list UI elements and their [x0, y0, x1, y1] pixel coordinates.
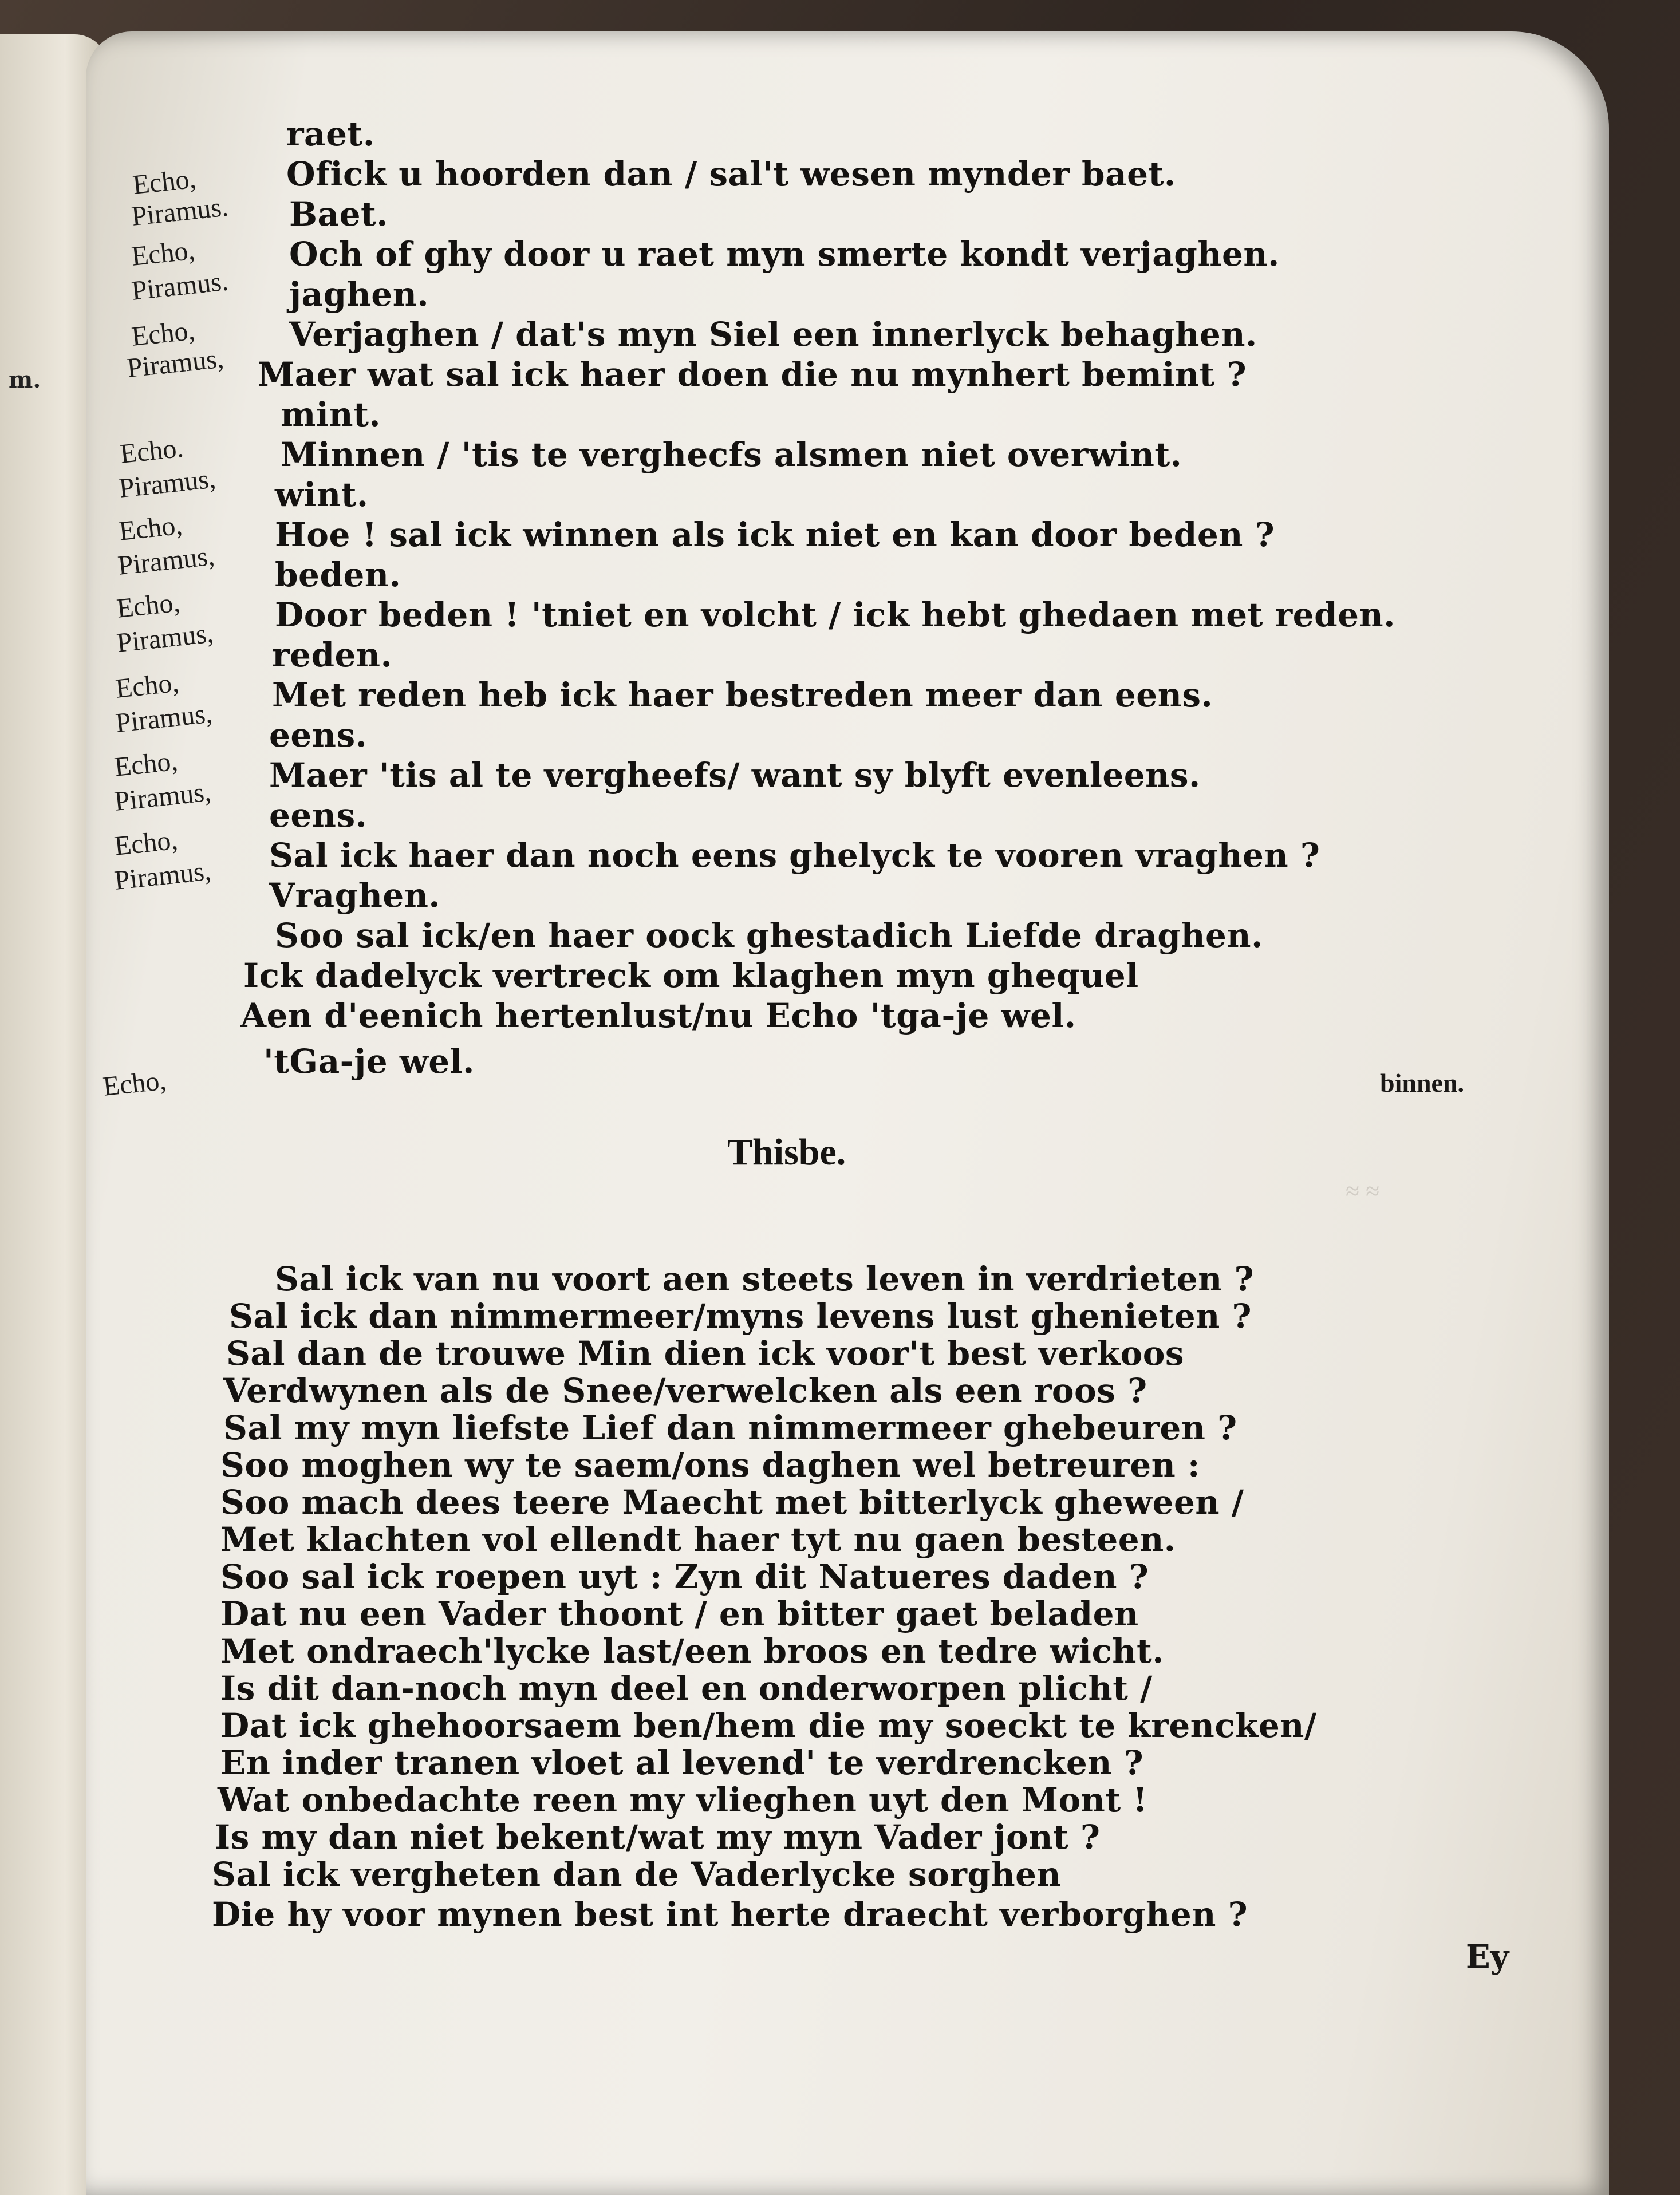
verse-line: Sal ick dan nimmermeer/myns levens lust ghenieten ?: [229, 1297, 1252, 1336]
verse-line: Ofick u hoorden dan / sal't wesen mynder baet.: [286, 155, 1176, 194]
verse-line: Hoe ! sal ick winnen als ick niet en kan door beden ?: [275, 515, 1275, 554]
verse-line: eens.: [269, 716, 368, 755]
verse-line: Och of ghy door u raet myn smerte kondt verjaghen.: [289, 235, 1280, 274]
verse-line: Soo sal ick/en haer oock ghestadich Liefde draghen.: [275, 916, 1263, 955]
verse-line: Wat onbedachte reen my vlieghen uyt den Mont !: [218, 1781, 1148, 1819]
verse-line: Met klachten vol ellendt haer tyt nu gaen besteen.: [220, 1520, 1176, 1559]
speaker-label: Echo,: [113, 745, 179, 783]
verse-line: Verjaghen / dat's myn Siel een innerlyck behaghen.: [289, 315, 1257, 354]
catchword: Ey: [1466, 1938, 1509, 1976]
verse-line: 'tGa-je wel.: [263, 1042, 475, 1081]
verse-line: jaghen.: [289, 275, 429, 314]
speaker-label: Piramus,: [117, 463, 218, 504]
verse-line: En inder tranen vloet al levend' te verdrencken ?: [220, 1743, 1144, 1782]
verse-line: Met reden heb ick haer bestreden meer dan eens.: [272, 676, 1213, 714]
verse-line: mint.: [281, 395, 381, 434]
verse-line: Met ondraech'lycke last/een broos en tedre wicht.: [220, 1632, 1164, 1671]
book-page: [86, 31, 1609, 2195]
left-page-fragment: m.: [9, 366, 41, 393]
verse-line: Minnen / 'tis te verghecfs alsmen niet overwint.: [281, 435, 1182, 474]
speaker-label: Echo,: [130, 315, 196, 352]
verse-line: Is dit dan-noch myn deel en onderworpen plicht /: [220, 1669, 1153, 1708]
speaker-label: Piramus,: [125, 343, 226, 384]
speaker-label: Echo,: [130, 235, 196, 272]
verse-line: Soo sal ick roepen uyt : Zyn dit Natueres daden ?: [220, 1557, 1149, 1596]
verse-line: Maer 'tis al te vergheefs/ want sy blyft evenleens.: [269, 756, 1201, 795]
verse-line: Sal ick haer dan noch eens ghelyck te vooren vraghen ?: [269, 836, 1320, 875]
verse-line: Verdwynen als de Snee/verwelcken als een roos ?: [223, 1371, 1147, 1410]
stage-direction: binnen.: [1380, 1068, 1465, 1098]
verse-line: Soo moghen wy te saem/ons daghen wel betreuren :: [220, 1446, 1200, 1485]
verse-line: raet.: [286, 115, 375, 153]
verse-line: Door beden ! 'tniet en volcht / ick hebt ghedaen met reden.: [275, 595, 1395, 634]
verse-line: Maer wat sal ick haer doen die nu mynhert bemint ?: [258, 355, 1247, 394]
speaker-label: Echo,: [115, 587, 182, 624]
verse-line: Sal ick vergheten dan de Vaderlycke sorghen: [212, 1855, 1062, 1894]
speaker-label: Piramus,: [116, 540, 216, 581]
verse-line: Die hy voor mynen best int herte draecht verborghen ?: [212, 1895, 1248, 1934]
verse-line: beden.: [275, 555, 401, 594]
verse-line: Sal ick van nu voort aen steets leven in verdrieten ?: [275, 1260, 1254, 1298]
verse-line: Dat ick ghehoorsaem ben/hem die my soeckt te krencken/: [220, 1706, 1317, 1745]
verse-line: wint.: [275, 475, 369, 514]
speaker-label: Piramus,: [114, 698, 214, 739]
verse-line: eens.: [269, 796, 368, 835]
speaker-label: Echo,: [113, 824, 179, 862]
verse-line: Dat nu een Vader thoont / en bitter gaet beladen: [220, 1594, 1139, 1633]
show-through-text: ≈ ≈: [1346, 1177, 1380, 1205]
verse-line: Soo mach dees teere Maecht met bitterlyck gheween /: [220, 1483, 1244, 1522]
speaker-label: Echo.: [119, 432, 185, 469]
speaker-label: Echo,: [114, 667, 180, 704]
speaker-label: Piramus.: [130, 266, 230, 306]
speaker-label: Echo,: [131, 163, 198, 200]
verse-line: Is my dan niet bekent/wat my myn Vader jont ?: [215, 1818, 1101, 1857]
speaker-label: Piramus,: [113, 855, 213, 896]
speaker-label: Piramus,: [113, 776, 213, 817]
verse-line: Ick dadelyck vertreck om klaghen myn ghequel: [243, 956, 1139, 995]
verse-line: Baet.: [289, 195, 388, 234]
verse-line: Vraghen.: [269, 876, 441, 915]
verse-line: Aen d'eenich hertenlust/nu Echo 'tga-je wel.: [240, 996, 1076, 1035]
verse-line: Sal my myn liefste Lief dan nimmermeer ghebeuren ?: [223, 1408, 1237, 1447]
section-title: Thisbe.: [727, 1131, 846, 1173]
speaker-label: Piramus.: [130, 191, 230, 232]
speaker-label: Piramus,: [115, 618, 215, 658]
speaker-label: Echo,: [117, 510, 184, 547]
speaker-label: Echo,: [101, 1065, 168, 1102]
verse-line: Sal dan de trouwe Min dien ick voor't best verkoos: [226, 1334, 1185, 1373]
verse-line: reden.: [272, 635, 393, 674]
